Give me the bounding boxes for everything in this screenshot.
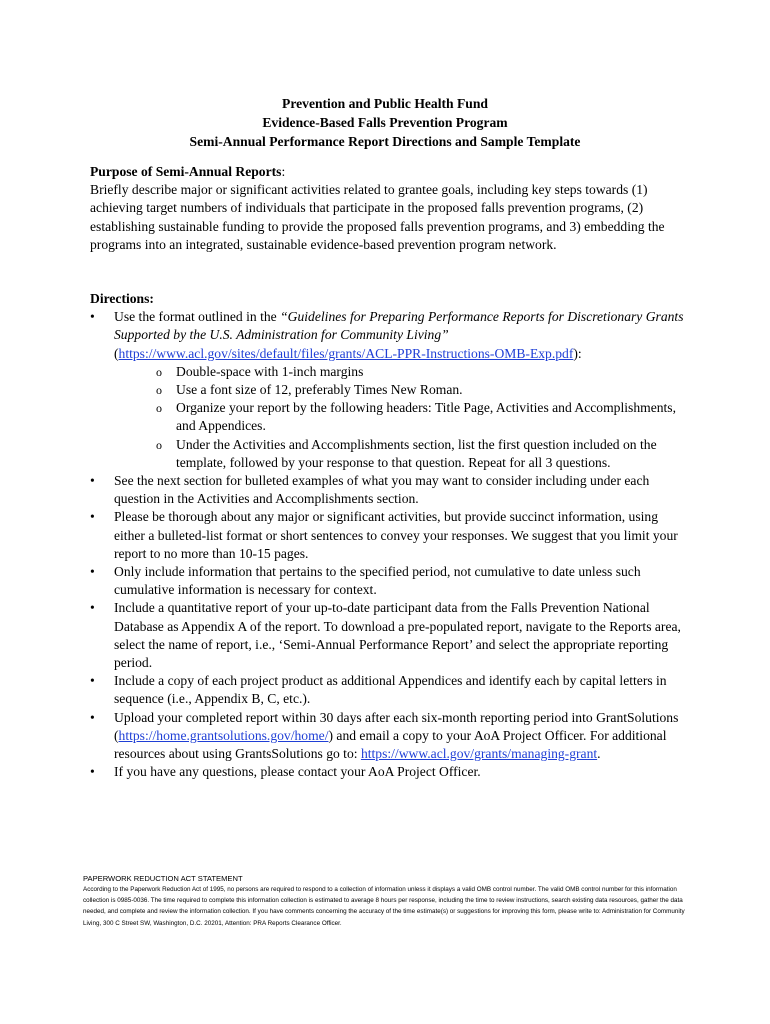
bullet-text-1-open: ( xyxy=(114,345,119,361)
bullet-icon: • xyxy=(90,600,95,616)
sub-list-item xyxy=(156,399,690,435)
bullet-text-7-pre: Upload your completed report within 30 days after each six-month reporting period into GrantSolutions ( xyxy=(114,709,679,743)
circle-bullet-icon: o xyxy=(156,401,162,416)
list-item xyxy=(90,308,690,472)
circle-bullet-icon: o xyxy=(156,437,162,452)
bullet-text-6: Include a copy of each project product as additional Appendices and identify each by capital letters in sequence (i.e., Appendix B, C, etc.). xyxy=(114,673,667,707)
bullet-icon: • xyxy=(90,709,95,725)
list-item xyxy=(90,709,690,764)
bullet-text-2: See the next section for bulleted examples of what you may want to consider including under each question in the Activities and Accomplishments section. xyxy=(114,473,650,507)
sub-item-text: Under the Activities and Accomplishments section, list the first question included on the template, followed by your response to that question. Repeat for all 3 questions. xyxy=(176,436,657,470)
circle-bullet-icon: o xyxy=(156,364,162,379)
sub-item-text: Double-space with 1-inch margins xyxy=(176,363,364,379)
bullet-text-8: If you have any questions, please contact your AoA Project Officer. xyxy=(114,764,481,780)
list-item xyxy=(90,672,690,708)
sub-list-item xyxy=(156,381,690,399)
purpose-heading-colon: : xyxy=(281,164,286,179)
footer-heading: PAPERWORK REDUCTION ACT STATEMENT xyxy=(83,874,243,883)
list-item xyxy=(90,508,690,563)
list-item xyxy=(90,563,690,599)
managing-grant-link[interactable]: https://www.acl.gov/grants/managing-grant xyxy=(360,746,598,762)
directions-section xyxy=(90,290,690,781)
title-line-2: Evidence-Based Falls Prevention Program xyxy=(262,115,508,130)
bullet-icon: • xyxy=(90,509,95,525)
bullet-icon: • xyxy=(90,764,95,780)
title-line-1: Prevention and Public Health Fund xyxy=(282,96,488,111)
sub-list-item xyxy=(156,436,690,472)
format-sublist xyxy=(114,363,690,472)
bullet-text-1-close: ): xyxy=(573,345,582,361)
purpose-heading: Purpose of Semi-Annual Reports xyxy=(90,164,282,179)
purpose-section xyxy=(90,163,690,254)
sub-item-text: Use a font size of 12, preferably Times New Roman. xyxy=(176,382,463,398)
paperwork-reduction-statement xyxy=(83,873,693,929)
ppr-instructions-link[interactable]: https://www.acl.gov/sites/default/files/grants/ACL-PPR-Instructions-OMB-Exp.pdf xyxy=(118,345,574,361)
bullet-icon: • xyxy=(90,673,95,689)
title-line-3: Semi-Annual Performance Report Directions and Sample Template xyxy=(189,134,581,149)
bullet-icon: • xyxy=(90,309,95,325)
sub-list-item xyxy=(156,363,690,381)
bullet-text-5: Include a quantitative report of your up-to-date participant data from the Falls Prevention National Database as Appendix A of the report. To download a pre-populated report, navigate to the Reports area, select the name of report, i.e., ‘Semi-Annual Performance Report’ and select the appropriate reporting period. xyxy=(114,600,681,671)
bullet-text-1-pre: Use the format outlined in the xyxy=(114,309,281,325)
bullet-icon: • xyxy=(90,564,95,580)
bullet-text-3: Please be thorough about any major or significant activities, but provide succinct information, using either a bulleted-list format or short sentences to convey your responses. We suggest that you limit your report to no more than 10-15 pages. xyxy=(114,509,678,561)
directions-heading: Directions: xyxy=(90,291,154,306)
list-item xyxy=(90,599,690,672)
directions-list xyxy=(90,308,690,781)
document-title xyxy=(0,94,770,151)
footer-text: According to the Paperwork Reduction Act of 1995, no persons are required to respond to a collection of information unless it displays a valid OMB control number. The valid OMB control number for this information collection is 0985-0036. The time required to complete this information collection is estimated to average 8 hours per response, including the time to review instructions, search existing data resources, gather the data needed, and complete and review the information collection. If you have comments concerning the accuracy of the time estimate(s) or suggestions for improving this form, please write to: Administration for Community Living, 300 C Street SW, Washington, D.C. 20201, Attention: PRA Reports Clearance Officer. xyxy=(83,886,685,927)
bullet-icon: • xyxy=(90,473,95,489)
purpose-text: Briefly describe major or significant activities related to grantee goals, including key steps towards (1) achieving target numbers of individuals that participate in the proposed falls prevention programs, (2) establishing sustainable funding to provide the proposed falls prevention programs, and 3) embedding the programs into an integrated, sustainable evidence-based prevention program network. xyxy=(90,182,665,252)
bullet-text-7-mid: ) and email a copy to your AoA Project Officer. For additional resources about using GrantsSolutions go to: xyxy=(114,727,667,762)
guidelines-title: “Guidelines for Preparing Performance Reports for Discretionary Grants Supported by the U.S. Administration for Community Living” xyxy=(114,309,684,343)
list-item xyxy=(90,763,690,781)
list-item xyxy=(90,472,690,508)
grantsolutions-link[interactable]: https://home.grantsolutions.gov/home/ xyxy=(118,727,329,743)
bullet-text-4: Only include information that pertains to the specified period, not cumulative to date unless such cumulative information is necessary for context. xyxy=(114,564,641,598)
circle-bullet-icon: o xyxy=(156,383,162,398)
bullet-text-7-end: . xyxy=(597,746,601,762)
sub-item-text: Organize your report by the following headers: Title Page, Activities and Accomplishments, and Appendices. xyxy=(176,400,676,434)
